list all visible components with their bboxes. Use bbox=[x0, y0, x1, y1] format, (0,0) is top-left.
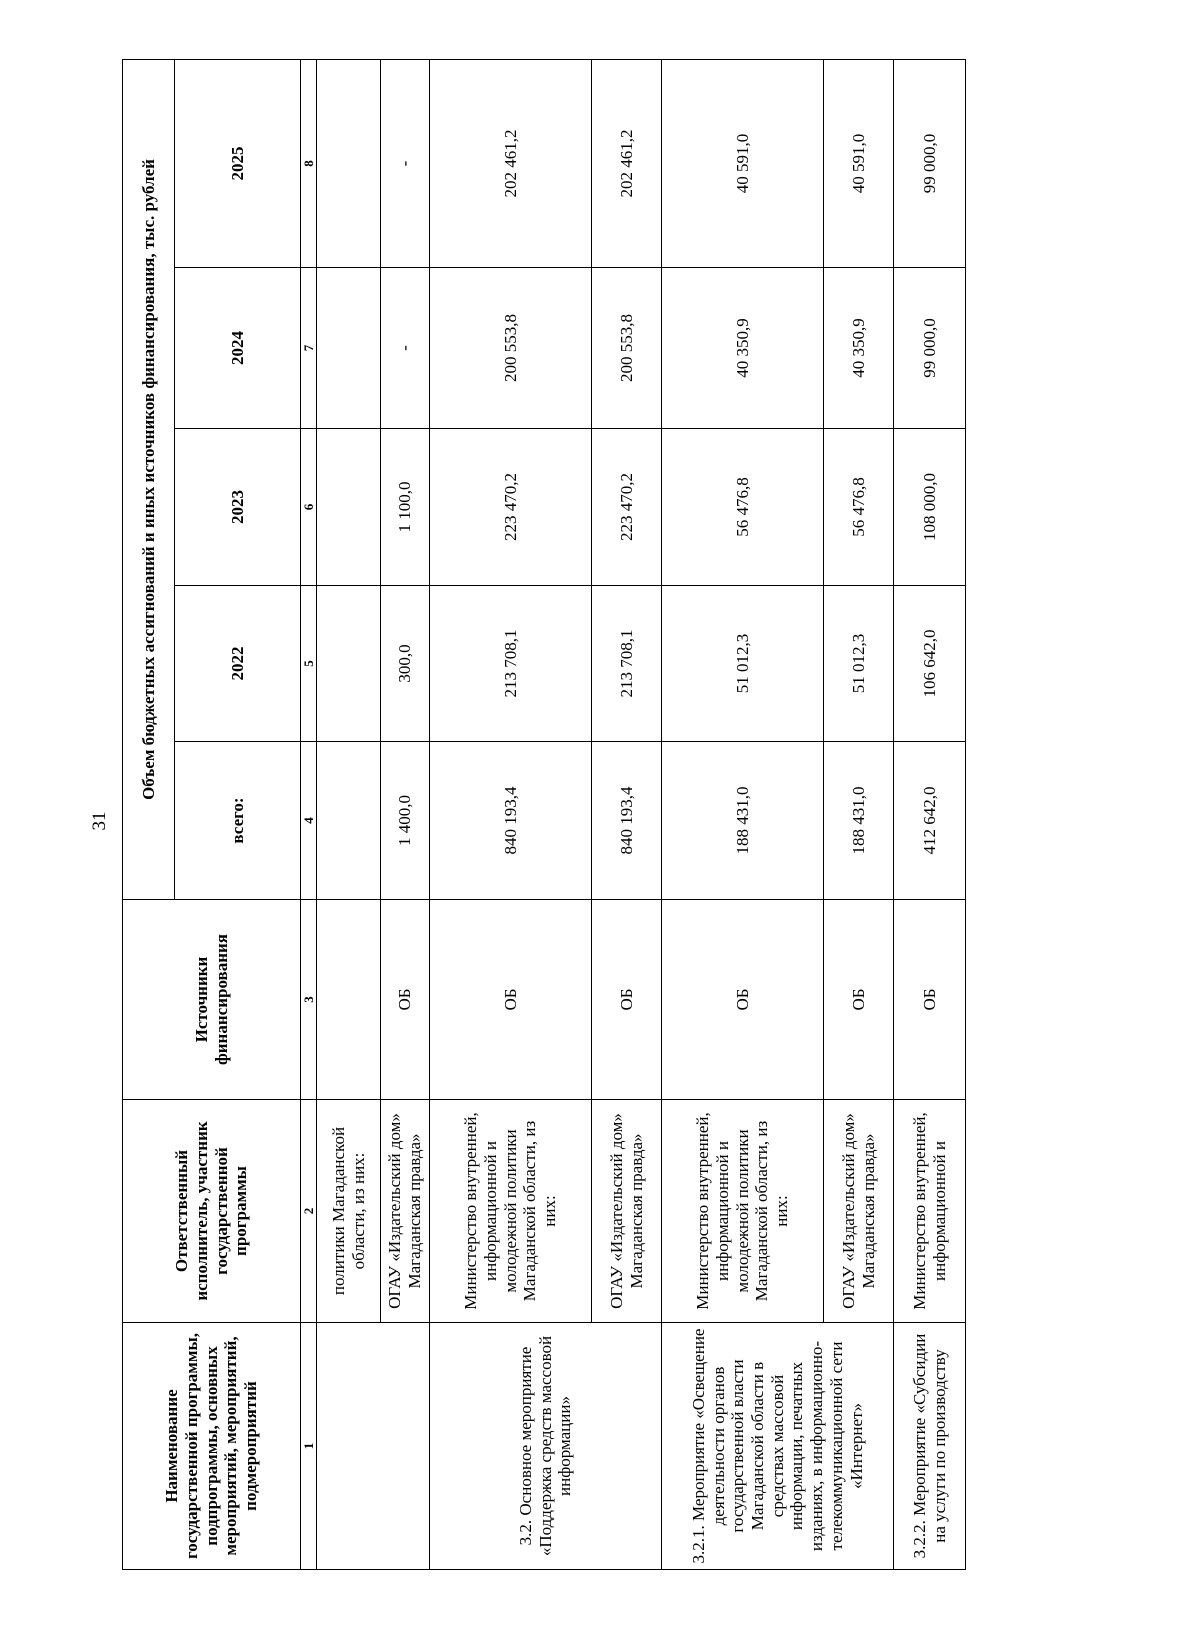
row-source: ОБ bbox=[894, 900, 966, 1100]
table-row bbox=[662, 59, 824, 1569]
row-2022: 51 012,3 bbox=[662, 586, 824, 742]
row-executor: политики Магаданской области, из них: bbox=[317, 1100, 381, 1323]
row-2024: - bbox=[381, 268, 430, 429]
row-executor: Министерство внутренней, информационной и молодежной политики Магаданской области, из них: bbox=[430, 1100, 592, 1323]
header-row-1 bbox=[123, 59, 175, 1569]
row-2025: 40 591,0 bbox=[824, 59, 894, 267]
row-name: 3.2.2. Мероприятие «Субсидии на услуги по производству bbox=[894, 1323, 966, 1570]
budget-table bbox=[122, 59, 966, 1570]
row-executor: Министерство внутренней, информационной и молодежной политики Магаданской области, из них: bbox=[662, 1100, 824, 1323]
row-executor: ОГАУ «Издательский дом» Магаданская правда» bbox=[592, 1100, 662, 1323]
row-2024: 40 350,9 bbox=[662, 268, 824, 429]
column-number: 6 bbox=[301, 429, 317, 586]
row-source: ОБ bbox=[592, 900, 662, 1100]
row-executor: ОГАУ «Издательский дом» Магаданская правда» bbox=[381, 1100, 430, 1323]
row-2023 bbox=[317, 429, 381, 586]
row-2025: 202 461,2 bbox=[592, 59, 662, 267]
header-year-2024: 2024 bbox=[175, 268, 301, 429]
row-executor: Министерство внутренней, информационной и bbox=[894, 1100, 966, 1323]
header-executor: Ответственный исполнитель, участник государственной программы bbox=[123, 1100, 301, 1323]
row-2024: 40 350,9 bbox=[824, 268, 894, 429]
row-total: 1 400,0 bbox=[381, 742, 430, 900]
row-2025: 99 000,0 bbox=[894, 59, 966, 267]
row-name: 3.2.1. Мероприятие «Освещение деятельности органов государственной власти Магаданской области в средствах массовой информации, печатных изданиях, в информационно-телекоммуникационной сети «Интернет» bbox=[662, 1323, 894, 1570]
column-numbers-row bbox=[301, 59, 317, 1569]
row-name: 3.2. Основное мероприятие «Поддержка средств массовой информации» bbox=[430, 1323, 662, 1570]
column-number: 4 bbox=[301, 742, 317, 900]
table-row bbox=[430, 59, 592, 1569]
row-source: ОБ bbox=[662, 900, 824, 1100]
row-2023: 1 100,0 bbox=[381, 429, 430, 586]
row-2022: 51 012,3 bbox=[824, 586, 894, 742]
row-executor: ОГАУ «Издательский дом» Магаданская правда» bbox=[824, 1100, 894, 1323]
row-total: 840 193,4 bbox=[592, 742, 662, 900]
row-source: ОБ bbox=[381, 900, 430, 1100]
row-2023: 56 476,8 bbox=[662, 429, 824, 586]
row-2024: 200 553,8 bbox=[430, 268, 592, 429]
column-number: 3 bbox=[301, 900, 317, 1100]
column-number: 2 bbox=[301, 1100, 317, 1323]
header-name: Наименование государственной программы, подпрограммы, основных мероприятий, мероприятий, подмероприятий bbox=[123, 1323, 301, 1570]
row-total: 188 431,0 bbox=[824, 742, 894, 900]
row-2025: 40 591,0 bbox=[662, 59, 824, 267]
row-total: 840 193,4 bbox=[430, 742, 592, 900]
row-2025 bbox=[317, 59, 381, 267]
row-source bbox=[317, 900, 381, 1100]
row-source: ОБ bbox=[824, 900, 894, 1100]
page-number: 31 bbox=[89, 811, 110, 831]
row-2024 bbox=[317, 268, 381, 429]
row-2023: 108 000,0 bbox=[894, 429, 966, 586]
column-number: 1 bbox=[301, 1323, 317, 1570]
row-2024: 99 000,0 bbox=[894, 268, 966, 429]
row-total bbox=[317, 742, 381, 900]
row-2022 bbox=[317, 586, 381, 742]
row-2023: 223 470,2 bbox=[592, 429, 662, 586]
column-number: 8 bbox=[301, 59, 317, 267]
header-year-2025: 2025 bbox=[175, 59, 301, 267]
row-2025: - bbox=[381, 59, 430, 267]
row-total: 412 642,0 bbox=[894, 742, 966, 900]
header-volume: Объем бюджетных ассигнований и иных источников финансирования, тыс. рублей bbox=[123, 59, 175, 899]
row-2022: 300,0 bbox=[381, 586, 430, 742]
row-name bbox=[317, 1323, 430, 1570]
header-year-2022: 2022 bbox=[175, 586, 301, 742]
rotated-page bbox=[122, 60, 949, 1570]
header-total: всего: bbox=[175, 742, 301, 900]
row-2022: 213 708,1 bbox=[592, 586, 662, 742]
column-number: 5 bbox=[301, 586, 317, 742]
row-2023: 223 470,2 bbox=[430, 429, 592, 586]
header-year-2023: 2023 bbox=[175, 429, 301, 586]
row-total: 188 431,0 bbox=[662, 742, 824, 900]
table-row bbox=[894, 59, 966, 1569]
row-2025: 202 461,2 bbox=[430, 59, 592, 267]
column-number: 7 bbox=[301, 268, 317, 429]
row-source: ОБ bbox=[430, 900, 592, 1100]
header-source: Источники финансирования bbox=[123, 900, 301, 1100]
row-2022: 213 708,1 bbox=[430, 586, 592, 742]
row-2024: 200 553,8 bbox=[592, 268, 662, 429]
row-2022: 106 642,0 bbox=[894, 586, 966, 742]
table-row bbox=[317, 59, 381, 1569]
row-2023: 56 476,8 bbox=[824, 429, 894, 586]
